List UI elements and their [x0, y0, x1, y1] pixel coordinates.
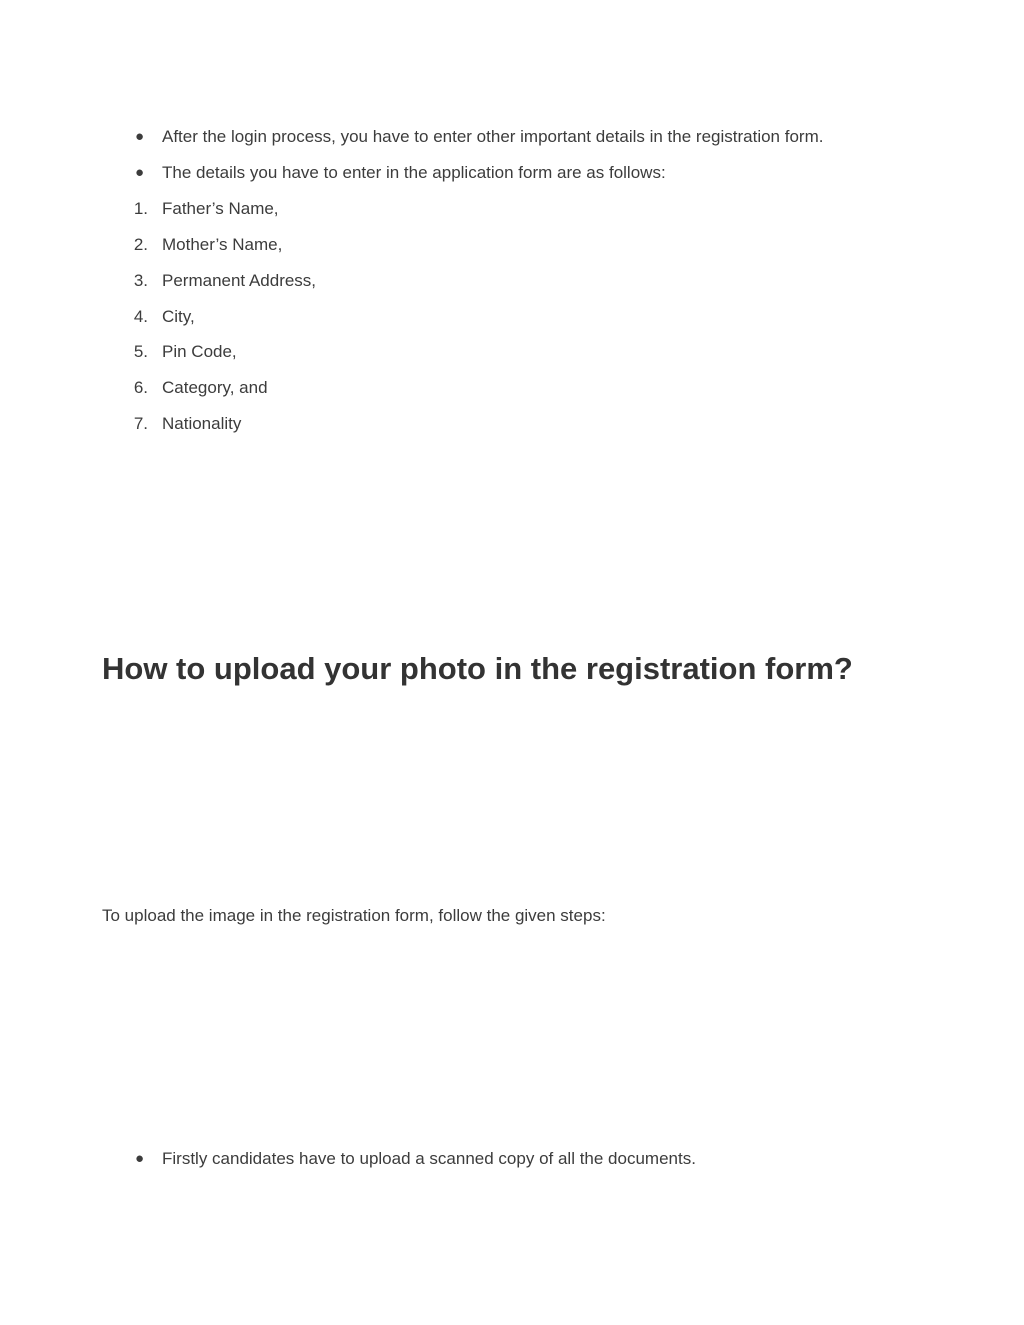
list-number: 1.: [133, 199, 148, 218]
section-heading: How to upload your photo in the registration form?: [102, 651, 853, 686]
list-number: 2.: [133, 235, 148, 254]
bullet-item: [0, 127, 1024, 147]
list-text: Father’s Name,: [162, 199, 279, 218]
list-number: 5.: [133, 342, 148, 361]
bullet-text: After the login process, you have to enter other important details in the registration form.: [162, 127, 824, 146]
list-number: 7.: [133, 414, 148, 433]
bullet-marker: ●: [134, 1150, 144, 1167]
list-text: Pin Code,: [162, 342, 237, 361]
list-item: [0, 378, 1024, 398]
list-number: 6.: [133, 378, 148, 397]
list-text: City,: [162, 307, 195, 326]
list-text: Category, and: [162, 378, 268, 397]
intro-paragraph: To upload the image in the registration form, follow the given steps:: [102, 906, 606, 925]
list-number: 3.: [133, 271, 148, 290]
bullet-text: Firstly candidates have to upload a scanned copy of all the documents.: [162, 1149, 696, 1168]
list-number: 4.: [133, 307, 148, 326]
list-text: Nationality: [162, 414, 242, 433]
bullet-text: The details you have to enter in the application form are as follows:: [162, 163, 666, 182]
bullet-item: [0, 1149, 1024, 1169]
list-text: Mother’s Name,: [162, 235, 283, 254]
bullet-marker: ●: [134, 128, 144, 145]
bullet-item: [0, 163, 1024, 183]
list-item: [0, 235, 1024, 255]
list-item: [0, 199, 1024, 219]
list-item: [0, 342, 1024, 362]
list-item: [0, 414, 1024, 434]
list-item: [0, 271, 1024, 291]
bullet-marker: ●: [134, 164, 144, 181]
list-text: Permanent Address,: [162, 271, 317, 290]
list-item: [0, 307, 1024, 327]
